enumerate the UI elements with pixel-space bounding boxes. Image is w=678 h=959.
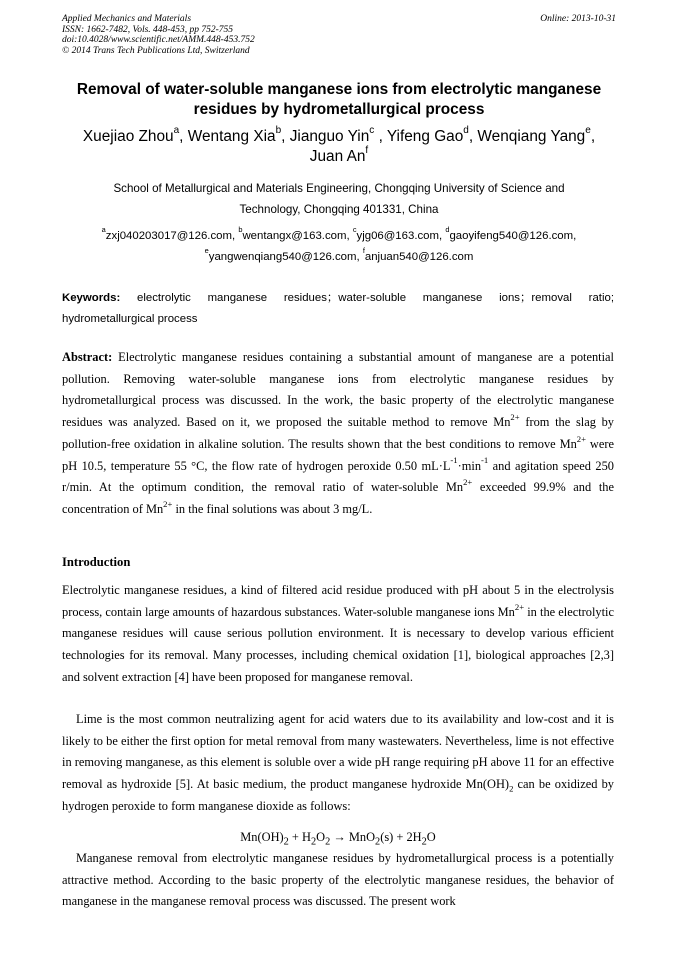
equation-part: O bbox=[316, 830, 326, 844]
paragraph-text: Electrolytic manganese residues, a kind of filtered acid residue produced with pH about 5 in the electrolysis process, contain large amounts of hazardous substances. Water-soluble manganese ions Mn bbox=[62, 583, 614, 619]
affiliation bbox=[40, 178, 638, 220]
title-line-2: residues by hydrometallurgical process bbox=[193, 101, 485, 118]
issn-line: ISSN: 1662-7482, Vols. 448-453, pp 752-755 bbox=[62, 24, 233, 35]
email-address: wentangx@163.com bbox=[242, 230, 347, 242]
affiliation-line-1: School of Metallurgical and Materials Engineering, Chongqing University of Science and bbox=[113, 182, 565, 195]
abstract-section bbox=[62, 347, 614, 521]
keywords-section bbox=[62, 288, 614, 329]
abstract-label: Abstract: bbox=[62, 350, 113, 364]
equation-part: O bbox=[426, 830, 436, 844]
paragraph-text: Manganese removal from electrolytic manganese residues by hydrometallurgical process is a potentially attractive method. According to the basic property of the electrolytic manganese residues, the behavior of manganese in the manganese removal process was discussed. The present work bbox=[62, 851, 614, 909]
superscript: 2+ bbox=[510, 411, 520, 422]
paragraph-text: can be oxidized by hydrogen peroxide to form manganese dioxide as follows: bbox=[62, 777, 615, 813]
email-mark: e bbox=[204, 246, 209, 256]
abstract-text: ·min bbox=[457, 458, 482, 473]
subscript: 2 bbox=[509, 783, 514, 794]
author-name: Juan An bbox=[309, 148, 366, 165]
subscript: 2 bbox=[375, 836, 381, 848]
paper-title bbox=[40, 80, 638, 120]
journal-name: Applied Mechanics and Materials bbox=[62, 14, 192, 24]
paragraph-text: Lime is the most common neutralizing agent for acid waters due to its availability and low-cost and it is likely to be either the first option for metal removal from many wastewaters. Nevertheless, lime is not effective in removing manganese, as this element is soluble over a wide pH range requiring pH above 11 for an effective removal as hydroxide [5]. At basic medium, the product manganese hydroxide Mn(OH) bbox=[62, 712, 614, 792]
author-affil-mark: a bbox=[173, 124, 180, 136]
author-affil-mark: f bbox=[365, 144, 369, 156]
author-name: Wentang Xia bbox=[187, 128, 276, 145]
doi-line: doi:10.4028/www.scientific.net/AMM.448-453.752 bbox=[62, 35, 255, 46]
email-list: $^a$zxj040203017@126.com, $^b$wentangx@163.com, $^c$yjg06@163.com, $^d$gaoyifeng540@126.com, $^e$yangwenqiang540@126.com, $^f$anjuan540@126.com bbox=[101, 225, 577, 263]
author-affil-mark: d bbox=[463, 124, 469, 136]
superscript: 2+ bbox=[576, 433, 586, 444]
author-name: Xuejiao Zhou bbox=[82, 128, 174, 145]
keywords-text: electrolytic manganese residues；water-soluble manganese ions；removal ratio; hydrometallurgical process bbox=[62, 292, 614, 325]
superscript: -1 bbox=[450, 455, 458, 466]
author-affil-mark: e bbox=[585, 124, 591, 136]
title-line-1: Removal of water-soluble manganese ions from electrolytic manganese bbox=[76, 81, 602, 98]
email-address: gaoyifeng540@126.com bbox=[449, 230, 574, 242]
abstract-text: Electrolytic manganese residues containing a substantial amount of manganese are a potential pollution. Removing water-soluble manganese ions from electrolytic manganese residues by hydrometallurgical process was discussed. In the work, the basic property of the electrolytic manganese residues was analyzed. Based on it, we proposed the suitable method to remove Mn bbox=[62, 350, 614, 430]
keywords-label: Keywords: bbox=[62, 292, 121, 304]
online-date: Online: 2013-10-31 bbox=[540, 14, 616, 24]
author-name: Wenqiang Yang bbox=[477, 128, 586, 145]
email-address: anjuan540@126.com bbox=[364, 251, 474, 263]
email-mark: b bbox=[238, 225, 243, 235]
equation-part: + H bbox=[288, 830, 311, 844]
journal-header bbox=[62, 14, 622, 56]
abstract-text: and agitation speed 250 r/min. At the optimum condition, the removal ratio of water-soluble Mn bbox=[62, 458, 614, 495]
equation-part: (s) + 2H bbox=[380, 830, 422, 844]
abstract-text: in the final solutions was about 3 mg/L. bbox=[172, 501, 373, 516]
copyright-line: © 2014 Trans Tech Publications Ltd, Switzerland bbox=[62, 45, 250, 56]
author-list: Xuejiao Zhou$^a$, Wentang Xia$^b$, Jianguo Yin$^c$ , Yifeng Gao$^d$, Wenqiang Yang$^e$, Juan An$^f$ bbox=[82, 124, 596, 165]
equation-part: Mn(OH) bbox=[240, 830, 284, 844]
abstract-text: from the slag by pollution-free oxidation in alkaline solution. The results shown that the best conditions to remove Mn bbox=[62, 415, 614, 451]
abstract-text: exceeded 99.9% and the concentration of Mn bbox=[62, 480, 614, 516]
subscript: 2 bbox=[421, 836, 427, 848]
email-address: yjg06@163.com bbox=[356, 230, 439, 242]
superscript: 2+ bbox=[514, 601, 525, 612]
affiliation-line-2: Technology, Chongqing 401331, China bbox=[239, 203, 439, 216]
abstract-text: were pH 10.5, temperature 55 °C, the flow rate of hydrogen peroxide 0.50 mL·L bbox=[62, 436, 614, 473]
email-mark: a bbox=[101, 225, 106, 235]
subscript: 2 bbox=[310, 836, 317, 848]
superscript: 2+ bbox=[163, 498, 173, 509]
author-name: Jianguo Yin bbox=[289, 128, 370, 145]
intro-paragraph-1 bbox=[62, 580, 614, 689]
introduction-heading: Introduction bbox=[62, 555, 131, 569]
intro-paragraph-2 bbox=[62, 709, 614, 818]
email-mark: d bbox=[445, 225, 450, 235]
author-name: Yifeng Gao bbox=[386, 128, 464, 145]
author-affil-mark: b bbox=[275, 124, 282, 136]
superscript: 2+ bbox=[463, 477, 473, 488]
subscript: 2 bbox=[283, 836, 289, 848]
paragraph-text: in the electrolytic manganese residues will cause serious pollution environment. It is necessary to develop various efficient technologies for its removal. Many processes, including chemical oxidation [1], biological approaches [2,3] and solvent extraction [4] have been proposed for manganese removal. bbox=[62, 604, 615, 684]
email-address: zxj040203017@126.com bbox=[105, 230, 232, 242]
email-address: yangwenqiang540@126.com bbox=[208, 251, 357, 263]
equation-part: → MnO bbox=[330, 830, 376, 844]
email-mark: f bbox=[362, 246, 365, 256]
superscript: -1 bbox=[481, 455, 489, 466]
email-mark: c bbox=[352, 225, 357, 235]
subscript: 2 bbox=[325, 836, 331, 848]
author-affil-mark: c bbox=[369, 124, 375, 136]
intro-paragraph-3 bbox=[62, 848, 614, 913]
